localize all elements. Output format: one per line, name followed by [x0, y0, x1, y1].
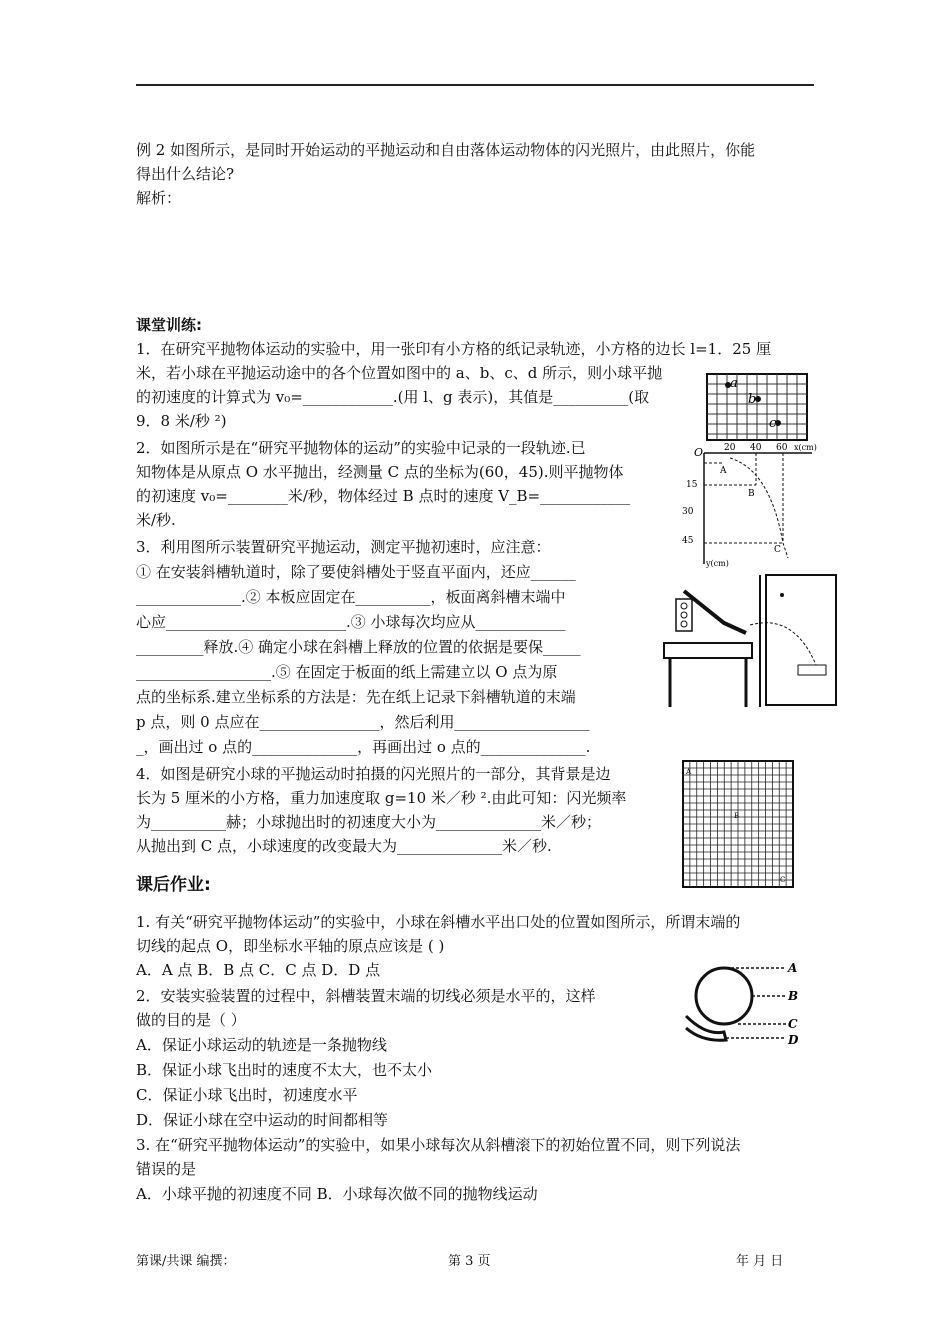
label-c: c: [769, 416, 777, 431]
hw-q2-option: C．保证小球飞出时，初速度水平: [136, 1086, 358, 1104]
label-C: C: [788, 1017, 798, 1031]
y-tick: 15: [686, 480, 698, 490]
hw-q1-line: A．A 点 B．B 点 C．C 点 D．D 点: [136, 961, 381, 979]
x-tick: 20: [724, 443, 736, 453]
cw-q3-line: __________________.⑤ 在固定于板面的纸上需建立以 O 点为原: [136, 663, 558, 681]
cw-q1-line: 的初速度的计算式为 v₀=____________.(用 l、g 表示)，其值是__________(取: [136, 388, 650, 406]
cw-q3-line: _________释放.④ 确定小球在斜槽上释放的位置的依据是要保_____: [136, 638, 581, 656]
x-tick: 60: [776, 443, 788, 453]
y-tick: 30: [682, 507, 694, 517]
hw-q1-line: 1. 有关“研究平抛物体运动”的实验中，小球在斜槽水平出口处的位置如图所示，所谓末端的: [136, 913, 741, 931]
label-a: a: [730, 376, 738, 391]
hw-q3-line: A．小球平抛的初速度不同 B．小球每次做不同的抛物线运动: [136, 1185, 538, 1203]
label-A: A: [788, 961, 798, 975]
cw-q3-line: 3．利用图所示装置研究平抛运动，测定平抛初速时，应注意：: [136, 538, 551, 556]
catch-plate: [798, 665, 826, 675]
cw-q4-line: 长为 5 厘米的小方格，重力加速度取 g=10 米／秒 ².由此可知：闪光频率: [136, 789, 627, 807]
hw-q2-line: 2．安装实验装置的过程中，斜槽装置末端的切线必须是水平的，这样: [136, 987, 596, 1005]
cw-q3-line: ______________.② 本板应固定在__________，板面离斜槽末端中: [136, 588, 566, 606]
point-label: A: [720, 466, 727, 476]
trajectory-figure: [680, 440, 825, 570]
cw-q2-line: 知物体是从原点 O 水平抛出，经测量 C 点的坐标为(60，45).则平抛物体: [136, 463, 624, 481]
hw-q2-option: D．保证小球在空中运动的时间都相等: [136, 1111, 389, 1129]
cw-q2-line: 的初速度 v₀=________米/秒，物体经过 B 点时的速度 V_B=____________: [136, 487, 631, 505]
point-label: A: [686, 768, 692, 776]
x-tick: 40: [750, 443, 762, 453]
cw-q3-line: 点的坐标系.建立坐标系的方法是：先在纸上记录下斜槽轨道的末端: [136, 688, 576, 706]
hw-q1-line: 切线的起点 O，即坐标水平轴的原点应该是 ( ): [136, 937, 445, 955]
point-label: C: [774, 545, 781, 555]
hw-q3-line: 3. 在“研究平抛物体运动”的实验中，如果小球每次从斜槽滚下的初始位置不同，则下列说法: [136, 1136, 741, 1154]
incline-chute: [684, 591, 746, 633]
origin-label: O: [694, 446, 704, 459]
label-b: b: [748, 392, 757, 407]
page-number: 第 3 页: [448, 1254, 491, 1269]
label-B: B: [788, 989, 799, 1003]
homework-heading: 课后作业:: [136, 875, 211, 895]
example2-line2: 得出什么结论?: [136, 165, 235, 183]
ball-holder: [676, 599, 692, 631]
flash-photo-grid: [682, 760, 796, 890]
grid-figure-abc: [706, 373, 808, 443]
cw-q2-line: 米/秒.: [136, 511, 176, 529]
cw-q4-line: 为__________赫；小球抛出时的初速度大小为______________米／秒；: [136, 813, 602, 831]
apparatus-figure: [654, 573, 842, 711]
y-axis-label: y(cm): [706, 559, 729, 568]
cw-q1-line: 1．在研究平抛物体运动的实验中，用一张印有小方格的纸记录轨迹，小方格的边长 l=1．25 厘: [136, 340, 772, 358]
hw-q2-option: B．保证小球飞出时的速度不太大，也不太小: [136, 1061, 433, 1079]
cw-q4-line: 从抛出到 C 点，小球速度的改变最大为______________米／秒.: [136, 837, 552, 855]
chute-end-figure: [682, 958, 810, 1050]
point-label: B: [748, 489, 755, 499]
y-tick: 45: [682, 536, 694, 546]
hw-q2-option: A．保证小球运动的轨迹是一条抛物线: [136, 1036, 387, 1054]
cw-q1-line: 9．8 米/秒 ²): [136, 412, 227, 430]
cw-q4-line: 4．如图是研究小球的平抛运动时拍摄的闪光照片的一部分，其背景是边: [136, 765, 611, 783]
label-D: D: [788, 1033, 799, 1047]
example2-line1: 例 2 如图所示，是同时开始运动的平抛运动和自由落体运动物体的闪光照片，由此照片，你能: [136, 141, 756, 159]
point-label: C: [780, 876, 786, 884]
cw-q2-line: 2．如图所示是在“研究平抛物体的运动”的实验中记录的一段轨迹.已: [136, 439, 586, 457]
example2-analysis: 解析：: [136, 189, 182, 207]
cw-q3-line: p 点，则 0 点应在________________，然后利用__________________: [136, 713, 590, 731]
classwork-heading: 课堂训练:: [136, 316, 202, 334]
hw-q3-line: 错误的是: [136, 1160, 197, 1178]
ball: [696, 968, 752, 1024]
footer-date: 年 月 日: [736, 1254, 784, 1269]
footer-left: 第课/共课 编撰：: [136, 1254, 236, 1269]
point-label: B: [734, 812, 740, 820]
x-axis-label: x(cm): [794, 443, 817, 452]
cw-q1-line: 米，若小球在平抛运动途中的各个位置如图中的 a、b、c、d 所示，则小球平抛: [136, 364, 663, 382]
hw-q2-line: 做的目的是（ ）: [136, 1011, 246, 1029]
cw-q3-line: _，画出过 o 点的______________，再画出过 o 点的______________.: [136, 738, 591, 756]
cw-q3-line: ① 在安装斜槽轨道时，除了要使斜槽处于竖直平面内，还应______: [136, 563, 576, 581]
header-rule: [136, 84, 814, 86]
table-top: [664, 643, 752, 658]
cw-q3-line: 心应________________________.③ 小球每次均应从____________: [136, 613, 566, 631]
